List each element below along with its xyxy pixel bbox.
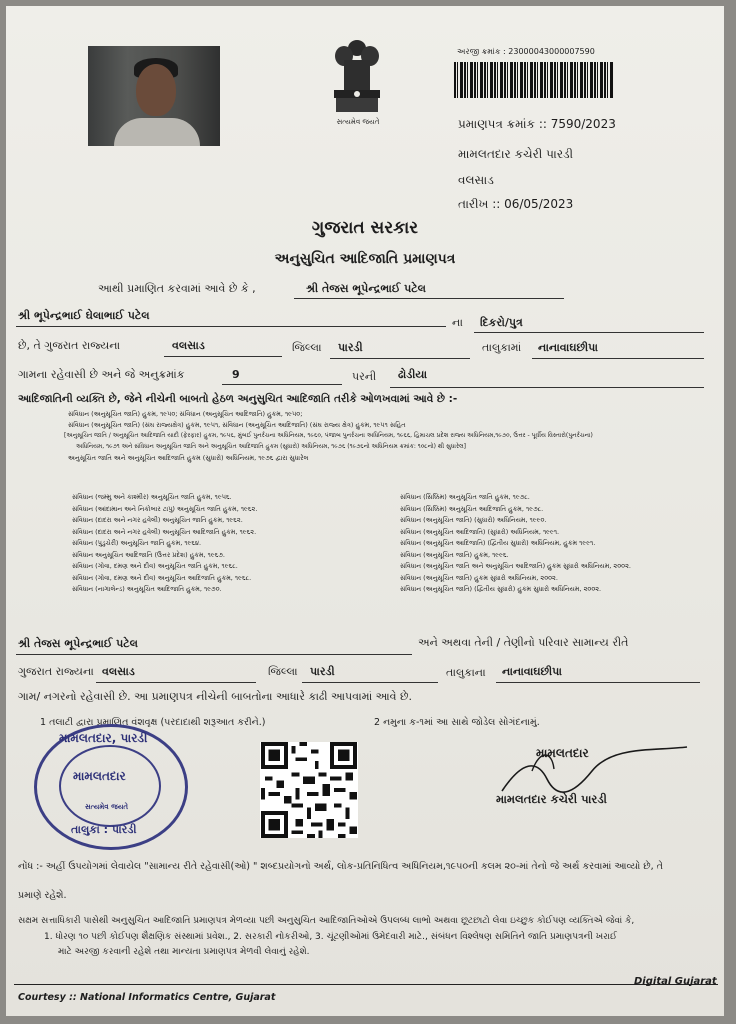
applicant-name: શ્રી તેજસ ભૂપેન્દ્રભાઈ પટેલ (306, 282, 427, 295)
certify-text: આથી પ્રમાણિત કરવામાં આવે છે કે , (98, 282, 256, 295)
footer-rule (14, 984, 718, 985)
issuing-office: મામલતદાર કચેરી પારડી (458, 147, 574, 161)
order-line: સંવિધાન (અનુસૂચિત જાતિ) હુકમ, ૧૯૯૬. (400, 550, 509, 559)
orders-top (64, 410, 593, 462)
certificate-number: પ્રમાણપત્ર ક્રમાંક :: 7590/2023 (458, 117, 616, 131)
section2-name: શ્રી તેજસ ભૂપેન્દ્રભાઈ પટેલ (18, 637, 139, 650)
section2-village-value: નાનાવાઘછીપા (502, 665, 562, 678)
qr-code (260, 742, 358, 838)
section2-district-text: જિલ્લા (268, 665, 298, 678)
order-line: સંવિધાન (અનુસૂચિત આદિજાતિ) (દ્વિતીય સુધારો) અધિનિયમ, હુકમ ૧૯૯૧. (400, 539, 596, 547)
taluka-label: તાલુકામાં (482, 341, 522, 354)
father-name: શ્રી ભૂપેન્દ્રભાઈ ઘેલાભાઈ પટેલ (18, 309, 150, 322)
basis-1: 1 તલાટી દ્વારા પ્રમાણિત વંશવૃક્ષ (પરદાદાથી શરૂઆત કરીને.) (40, 717, 266, 728)
note-line-1: નોંધ :- અહીં ઉપયોગમાં લેવાયેલ "સામાન્ય રીતે રહેવાસી(ઓ) " શબ્દપ્રયોગનો અર્થ, લોક-પ્રતિનિધિત્વ અધિનિયમ,૧૯૫૦ની કલમ ૨૦-માં તેનો જે અર્થ કરવામાં આવ્યો છે, તે (18, 861, 663, 872)
section2-family-text: અને અથવા તેની / તેણીનો પરિવાર સામાન્ય રીતે (418, 636, 629, 649)
benefits-paragraph-1: સક્ષમ સત્તાધિકારી પાસેથી અનુસુચિત આદિજાતિ પ્રમાણપત્ર મેળવ્યા પછી અનુસુચિત આદિજાતિઓએ ઉપલબ્ધ લાભો અથવા છૂટછાટો લેવા ઇચ્છુક કોઈપણ વ્યક્તિએ જેવાં કે, (18, 916, 635, 926)
order-line: સંવિધાન (જમ્મુ અને કાશ્મીર) અનુસૂચિત જાતિ હુકમ, ૧૯૫૬. (72, 493, 232, 501)
district-value: વલસાડ (172, 339, 205, 352)
certificate-title: અનુસુચિત આદિજાતિ પ્રમાણપત્ર (274, 251, 456, 267)
village-value: નાનાવાઘછીપા (538, 341, 598, 354)
order-line: સંવિધાન (અનુસૂચિત જાતિ) (સુધારો) અધિનિયમ, ૧૯૯૦. (400, 516, 547, 524)
issuing-district: વલસાડ (458, 173, 494, 187)
benefits-paragraph-2: 1. ધોરણ ૧૦ પછી કોઈપણ શૈક્ષણિક સંસ્થામાં પ્રવેશ., 2. સરકારી નોકરીઓ, 3. ચૂંટણીઓમાં ઉમેદવારી માટે., સંબંધન વિશ્લેષણ સમિતિને જાતિ પ્રમાણપત્રની ખરાઈ (44, 932, 617, 942)
resident-text: ગામના રહેવાસી છે અને જે અનુક્રમાંક (18, 368, 185, 381)
recognized-text: આદિજાતિની વ્યક્તિ છે, જેને નીચેની બાબતો હેઠળ અનુસુચિત આદિજાતિ તરીકે ઓળખવામાં આવે છે :- (18, 393, 458, 405)
order-line: સંવિધાન (સિક્કિમ) અનુસૂચિત આદિજાતિ હુકમ, ૧૯૭૮. (400, 504, 544, 513)
certificate-page (6, 6, 724, 1016)
signature-designation: મામલતદાર (536, 746, 589, 760)
order-line: સંવિધાન (ગોવા, દમણ અને દીવ) અનુસૂચિત જાતિ હુકમ, ૧૯૬૮. (72, 562, 238, 570)
order-line: [અનુસૂચિત જાતિ / અનુસૂચિત આદિજાતિ યાદી (ફેરફાર) હુકમ, ૧૯૫૬, મુંબઈ પુનર્રચના અધિનિયમ, ૧૯૬૦, પંજાબ પુનર્રચના અધિનિયમ, ૧૯૬૬, હિમાચલ પ્રદેશ રાજ્ય અધિનિયમ,૧૯૭૦, ઉત્તર - પૂર્વીય વિસ્તારો(પુનર્રચના) (64, 432, 593, 439)
government-title: ગુજરાત સરકાર (311, 218, 419, 238)
relation-value: દિકરો/પુત્ર (480, 316, 523, 329)
section2-state-text: ગુજરાત રાજ્યના (18, 665, 94, 678)
applicant-photo (88, 46, 220, 146)
national-emblem-icon (326, 34, 388, 126)
office-stamp: મામલતદાર, પારડી મામલતદાર સત્યમેવ જયતે તાલુકા : પારડી (34, 724, 188, 850)
na-label: ના (452, 316, 463, 329)
section2-district-value: વલસાડ (102, 665, 135, 678)
orders-right-column (400, 493, 631, 597)
order-line: સંવિધાન (દાદરા અને નગર હવેલી) અનુસૂચિત જાતિ હુકમ, ૧૯૬૨. (72, 516, 243, 524)
section2-issued-text: ગામ/ નગરનો રહેવાસી છે. આ પ્રમાણપત્ર નીચેની બાબતોના આધારે કાઢી આપવામાં આવે છે. (18, 690, 413, 703)
courtesy-text: Courtesy :: National Informatics Centre, Gujarat (18, 992, 276, 1003)
order-line: સંવિધાન (અનુસૂચિત જાતિ) હુકમ સુધારો અધિનિયમ, ૨૦૦૨. (400, 573, 558, 582)
order-line: સંવિધાન (સિક્કિમ) અનુસૂચિત જાતિ હુકમ, ૧૯૭૮. (400, 493, 530, 501)
order-line: સંવિધાન (અનુસૂચિત જાતિ અને અનુસૂચિત આદિજાતિ) હુકમ સુધારો અધિનિયમ, ૨૦૦૨. (400, 562, 631, 570)
caste-label: પરની (352, 370, 377, 383)
order-line: સંવિધાન (આંદામાન અને નિકોબાર ટાપુ) અનુસૂચિત જાતિ હુકમ, ૧૯૬૨. (72, 504, 258, 513)
order-line: સંવિધાન (દાદરા અને નગર હવેલી) અનુસૂચિત આદિજાતિ હુકમ, ૧૯૬૨. (72, 527, 257, 536)
order-line: સંવિધાન (અનુસૂચિત જાતિ) હુકમ, ૧૯૫૦; સંવિધાન (અનુસૂચિત આદિજાતિ) હુકમ, ૧૯૫૦; (68, 410, 303, 418)
basis-2: 2 નમુના ક-૧માં આ સાથે જોડેલ સોગંદનામું. (374, 717, 540, 728)
benefits-paragraph-3: માટે અરજી કરવાની રહેશે તથા માન્યતા પ્રમાણપત્ર મેળવી લેવાનું રહેશે. (58, 947, 310, 957)
taluka-value: પારડી (338, 341, 363, 354)
district-label: જિલ્લા (292, 341, 322, 354)
serial-value: 9 (232, 368, 240, 381)
section2-taluka-value: પારડી (310, 665, 335, 678)
order-line: સંવિધાન (અનુસૂચિત જાતિ) (દ્વિતીય સુધારો) હુકમ સુધારો અધિનિયમ, ૨૦૦૨. (400, 585, 602, 593)
order-line: સંવિધાન (અનુસૂચિત જાતિ) (સંઘ રાજ્યક્ષેત્ર) હુકમ, ૧૯૫૧, સંવિધાન (અનુસૂચિત આદિજાતિ) (સંઘ રાજ્ય ક્ષેત્ર) હુકમ, ૧૯૫૧ સહિત (68, 421, 406, 429)
order-line: સંવિધાન (અનુસૂચિત આદિજાતિ) (સુધારો) અધિનિયમ, ૧૯૯૧. (400, 527, 560, 536)
state-text: છે, તે ગુજરાત રાજ્યના (18, 339, 121, 352)
order-line: અનુસૂચિત જાતિ અને અનુસૂચિત આદિજાતિ હુકમ (સુધારો) અધિનિયમ, ૧૯૭૬ દ્વારા સુધારેલ (68, 454, 309, 462)
note-line-2: પ્રમાણે રહેશે. (18, 890, 67, 901)
issue-date: તારીખ :: 06/05/2023 (458, 197, 574, 211)
digital-gujarat-brand: Digital Gujarat (634, 976, 717, 987)
orders-left-column (72, 493, 257, 597)
order-line: સંવિધાન (પુડુચેરી) અનુસૂચિત જાતિ હુકમ, ૧૯૬૪. (72, 539, 202, 547)
order-line: સંવિધાન અનુસૂચિત આદિજાતિ (ઉત્તર પ્રદેશ) હુકમ, ૧૯૬૭. (72, 550, 225, 559)
signatory-office: મામલતદાર કચેરી પારડી (496, 792, 607, 806)
emblem-caption: સત્યમેવ જયતે (336, 118, 380, 126)
application-number: અરજી ક્રમાંક : 23000043000007590 (457, 47, 595, 56)
order-line: અધિનિયમ, ૧૯૭૧ અને સંવિધાન અનુસૂચિત જાતિ અને અનુસૂચિત આદિજાતિ હુકમ (સુધારો) અધિનિયમ, ૧૯૭૬ (૧૯૭૬નો અધિનિયમ ક્રમાંક: ૧૦૮નો) થી સુધારેલ] (76, 443, 466, 450)
barcode (454, 62, 614, 98)
caste-value: ઢોડીયા (398, 368, 428, 381)
order-line: સંવિધાન (ગોવા, દમણ અને દીવ) અનુસૂચિત આદિજાતિ હુકમ, ૧૯૬૮. (72, 573, 252, 582)
section2-taluka-text: તાલુકાના (446, 666, 486, 679)
order-line: સંવિધાન (નાગાલેન્ડ) અનુસૂચિત આદિજાતિ હુકમ, ૧૯૭૦. (72, 585, 222, 593)
